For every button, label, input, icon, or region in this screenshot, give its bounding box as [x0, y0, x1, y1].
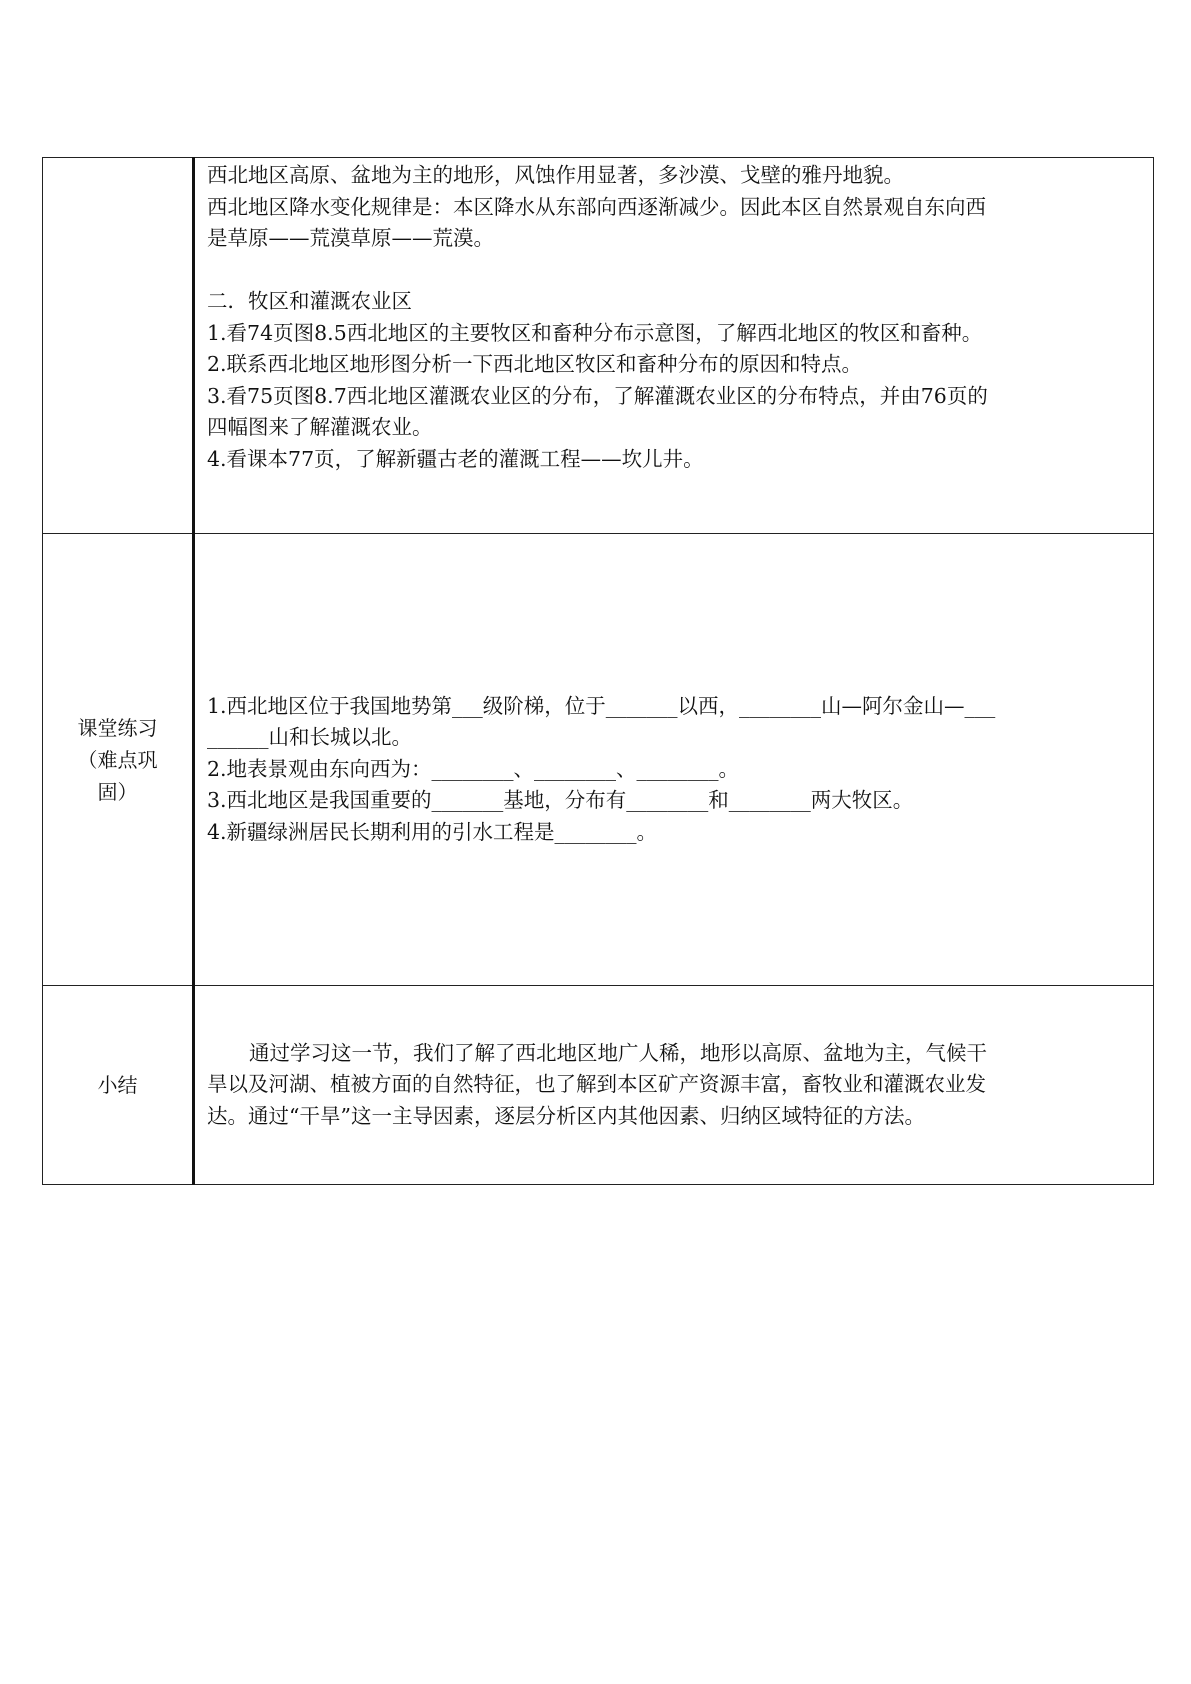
content-line: 西北地区高原、盆地为主的地形，风蚀作用显著，多沙漠、戈壁的雅丹地貌。: [207, 163, 904, 187]
exercise-line: 3.西北地区是我国重要的_______基地，分布有________和________两大牧区。: [207, 788, 914, 813]
exercise-line: 4.新疆绿洲居民长期利用的引水工程是________。: [207, 819, 658, 844]
content-line: 四幅图来了解灌溉农业。: [207, 415, 433, 439]
content-line: 西北地区降水变化规律是：本区降水从东部向西逐渐减少。因此本区自然景观自东向西: [207, 194, 986, 219]
row-label-knowledge: [43, 158, 194, 534]
blank-line: [207, 255, 1139, 287]
content-line: 1.看74页图8.5西北地区的主要牧区和畜种分布示意图，了解西北地区的牧区和畜种。: [207, 320, 983, 345]
lesson-table: [42, 157, 1154, 1185]
content-line: 4.看课本77页，了解新疆古老的灌溉工程——坎儿井。: [207, 446, 704, 471]
summary-line: 通过学习这一节，我们了解了西北地区地广人稀，地形以高原、盆地为主，气候干: [249, 1040, 987, 1065]
content-line: 2.联系西北地区地形图分析一下西北地区牧区和畜种分布的原因和特点。: [207, 352, 863, 376]
table-row-exercise: [43, 534, 1154, 986]
row-label-summary: 小结: [43, 986, 194, 1185]
exercise-line: 2.地表景观由东向西为：________、________、________。: [207, 756, 740, 781]
table-row-summary: [43, 986, 1154, 1185]
summary-content: [194, 986, 1154, 1185]
summary-line: 旱以及河湖、植被方面的自然特征，也了解到本区矿产资源丰富，畜牧业和灌溉农业发: [207, 1072, 986, 1097]
content-line: 3.看75页图8.7西北地区灌溉农业区的分布，了解灌溉农业区的分布特点，并由76页的: [207, 383, 988, 408]
table-row-knowledge: [43, 158, 1154, 534]
content-line: 是草原——荒漠草原——荒漠。: [207, 226, 494, 250]
summary-line: 达。通过“干旱”这一主导因素，逐层分析区内其他因素、归纳区域特征的方法。: [207, 1103, 925, 1128]
exercise-label: 课堂练习（难点巩固）: [77, 715, 158, 804]
exercise-line: ______山和长城以北。: [207, 725, 412, 750]
section-heading: 二．牧区和灌溉农业区: [207, 289, 412, 313]
exercise-line: 1.西北地区位于我国地势第___级阶梯，位于_______以西，________山—阿尔金山—___: [207, 693, 996, 718]
row-label-exercise: [43, 534, 194, 986]
exercise-content: [194, 534, 1154, 986]
knowledge-content: [194, 158, 1154, 534]
